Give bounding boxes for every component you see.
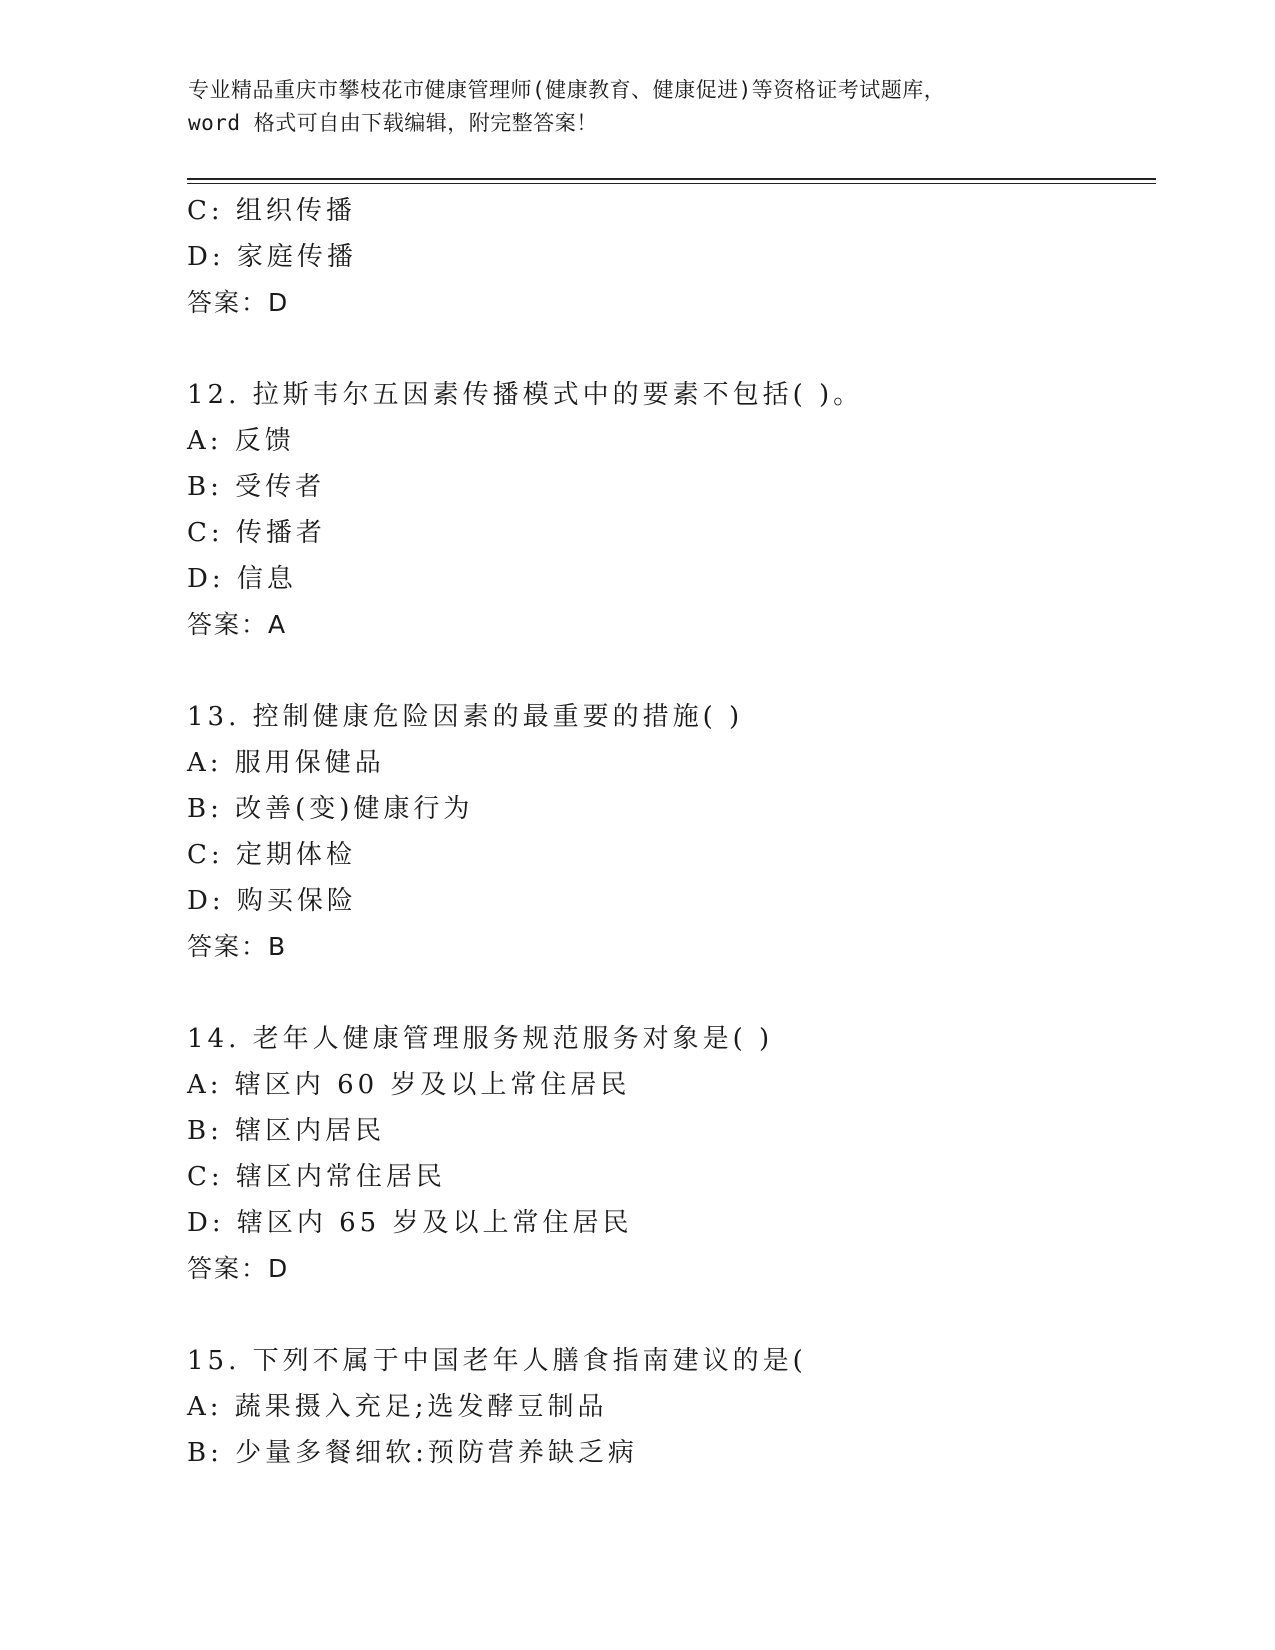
option-d: D: 信息 xyxy=(187,564,297,594)
spacer xyxy=(187,970,1147,1016)
option-a: A: 反馈 xyxy=(187,426,295,456)
option-a: A: 辖区内 60 岁及以上常住居民 xyxy=(187,1070,631,1100)
option-a: A: 服用保健品 xyxy=(187,748,385,778)
option-c: C: 传播者 xyxy=(187,518,326,548)
header-divider-thick xyxy=(187,178,1156,180)
header-line-1: 专业精品重庆市攀枝花市健康管理师(健康教育、健康促进)等资格证考试题库， xyxy=(188,78,946,102)
question-text: 12. 拉斯韦尔五因素传播模式中的要素不包括( )。 xyxy=(187,380,864,410)
question-list xyxy=(187,188,1147,1476)
spacer xyxy=(187,326,1147,372)
option-a: A: 蔬果摄入充足;选发酵豆制品 xyxy=(187,1392,608,1422)
question-13 xyxy=(187,694,1147,970)
option-b: B: 改善(变)健康行为 xyxy=(187,794,474,824)
option-d: D: 购买保险 xyxy=(187,886,357,916)
question-14 xyxy=(187,1016,1147,1292)
option-b: B: 少量多餐细软:预防营养缺乏病 xyxy=(187,1438,638,1468)
option-c: C: 辖区内常住居民 xyxy=(187,1162,446,1192)
question-text: 15. 下列不属于中国老年人膳食指南建议的是( xyxy=(187,1346,807,1376)
document-header xyxy=(188,74,1088,140)
spacer xyxy=(187,1292,1147,1338)
spacer xyxy=(187,648,1147,694)
answer-line: 答案：D xyxy=(187,1254,290,1283)
question-text: 14. 老年人健康管理服务规范服务对象是( ) xyxy=(187,1024,774,1054)
header-divider-thin xyxy=(187,183,1156,184)
option-d: D: 家庭传播 xyxy=(187,242,357,272)
option-b: B: 受传者 xyxy=(187,472,326,502)
answer-line: 答案：A xyxy=(187,610,288,639)
question-12 xyxy=(187,372,1147,648)
answer-line: 答案：B xyxy=(187,932,288,961)
question-11 xyxy=(187,188,1147,326)
header-line-2: word 格式可自由下载编辑，附完整答案！ xyxy=(188,111,598,135)
option-c: C: 组织传播 xyxy=(187,196,356,226)
option-b: B: 辖区内居民 xyxy=(187,1116,386,1146)
answer-line: 答案：D xyxy=(187,288,290,317)
question-15 xyxy=(187,1338,1147,1476)
option-d: D: 辖区内 65 岁及以上常住居民 xyxy=(187,1208,633,1238)
question-text: 13. 控制健康危险因素的最重要的措施( ) xyxy=(187,702,744,732)
option-c: C: 定期体检 xyxy=(187,840,356,870)
